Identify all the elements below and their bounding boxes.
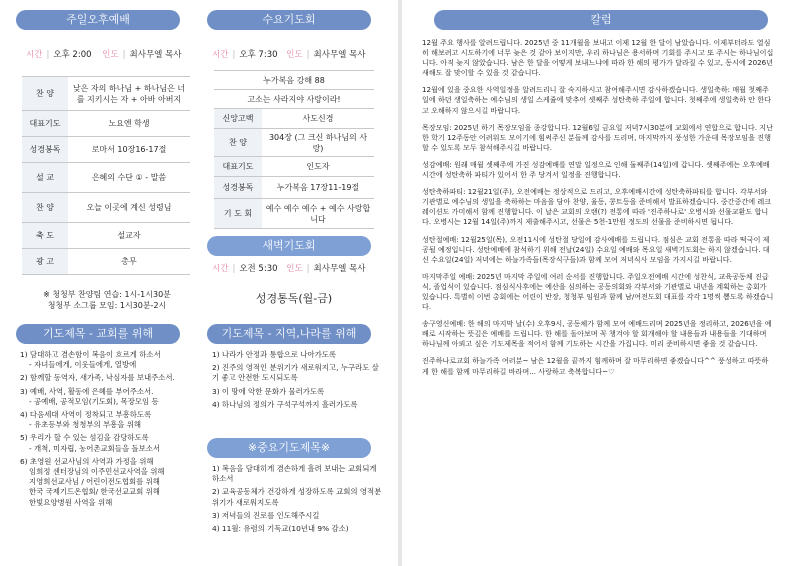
lead-label: 인도 xyxy=(286,50,303,60)
row-value: 로마서 10장16-17절 xyxy=(68,137,190,163)
list-item: 1) 복음을 담대히게 겸손하게 흘려 보내는 교회되게 하소서 xyxy=(212,464,377,484)
row-value: 총무 xyxy=(68,249,190,275)
row-label: 신앙고백 xyxy=(214,109,262,129)
column-paragraph: 성탄절예배: 12월25일(목), 오전11시에 성탄절 당일에 감사예배를 드립니다. 점심은 교회 전통을 따라 떡국이 제공될 예정입니다. 성탄예배에 참석하기 위해 전날(24일) 수요일 예배와 목요일 새벽기도회는 하지 않겠습니다. 대신 수요일(24일) 저녁에는 하늘가족들(목장식구들)과 함께 모여 저녁식사 모임을 가지시길 바랍니다. xyxy=(422,234,770,264)
item-sub: - 유초등부와 청청부의 부흥을 위해 xyxy=(29,420,142,430)
service-time: 오후 2:00 xyxy=(53,50,92,60)
list-item xyxy=(20,410,198,430)
list-item: 4) 하나님의 정의가 구석구석까지 흘러가도록 xyxy=(212,399,358,409)
item-sub: 지영희선교사님 / 어린이전도협회를 위해 xyxy=(29,477,160,487)
item-main: 2) 함께할 동역자, 새가족, 낙심자를 보내주소서. xyxy=(20,373,175,383)
row-label: 성경봉독 xyxy=(214,177,262,199)
dawn-time-bar: 시간 | 오전 5:30 인도 | 최사무엘 목사 xyxy=(212,264,366,274)
list-item: 4) 11월: 유렴의 기독교(10년내 9% 감소) xyxy=(212,524,349,534)
row-label: 축 도 xyxy=(22,223,68,249)
list-item: 3) 이 땅에 악한 문화가 물러가도록 xyxy=(212,386,325,396)
item-main: 3) 예배, 사역, 활동에 은혜를 부어주소서. xyxy=(20,386,154,396)
sunday-service-header: 주일오후예배 xyxy=(16,10,180,30)
service-time: 오후 7:30 xyxy=(239,50,278,60)
bulletin-left-page xyxy=(0,0,398,566)
row-label: 성경봉독 xyxy=(22,137,68,163)
item-main: 6) 초영원 선교사님의 사역과 가정을 위해 xyxy=(20,456,154,466)
row-label: 기 도 회 xyxy=(214,199,262,229)
row-value: 누가복음 17장11-19절 xyxy=(262,177,374,199)
time-label: 시간 xyxy=(212,50,229,60)
item-sub: 한빛요양병원 사역을 위해 xyxy=(29,497,113,507)
row-value: 예수 예수 예수 + 예수 사랑합니다 xyxy=(262,199,374,229)
lead-label: 인도 xyxy=(102,50,119,60)
sunday-notes xyxy=(22,289,192,311)
list-item xyxy=(20,457,198,508)
column-header: 칼럼 xyxy=(434,10,768,30)
wednesday-order-table xyxy=(214,70,374,229)
sunday-time-bar: 시간 | 오후 2:00 인도 | 최사무엘 목사 xyxy=(26,50,182,60)
column-paragraph: 12월에 있을 중요한 사역일정을 알려드리니 잘 숙지하시고 참여해주시면 감사하겠습니다. 생일축하: 매월 첫째주일에 하던 생일축하는 예수님의 생일 스케쥴에 맞추어 셋째주 성탄축하 주일에 합니다. 첫째주에 생일축하 안 한다고 오해하지 않으시길 바랍니다. xyxy=(422,85,772,115)
row-label: 대표기도 xyxy=(214,157,262,177)
wednesday-time-bar: 시간 | 오후 7:30 인도 | 최사무엘 목사 xyxy=(212,50,366,60)
list-item: 3) 저녁들의 진로를 인도해주시길 xyxy=(212,510,320,520)
row-label: 찬 양 xyxy=(214,129,262,157)
prayer-nation-header: 기도제목 - 지역,나라를 위해 xyxy=(207,324,371,344)
wednesday-service-header: 수요기도회 xyxy=(207,10,371,30)
row-label: 대표기도 xyxy=(22,111,68,137)
sunday-order-table xyxy=(22,76,190,275)
sermon-title: 고소는 사라지야 사랑이라! xyxy=(214,90,374,109)
column-paragraph: 마지막주일 예배: 2025년 마지막 주일에 여러 순서를 진행합니다. 주일오전예배 시간에 성찬식, 교육공동체 진급식, 졸업식이 있습니다. 점심식사후에는 예산을 심의하는 공동의회와 각부서와 기관별로 내년을 계획하는 총회가 있습니다. 특별히 이번 총회에는 어린이 반장, 청청부 임원과 함께 남/여전도회 대표를 각각 1명씩 뽑도록 하겠습니다. xyxy=(422,271,774,312)
time-label: 시간 xyxy=(26,50,43,60)
column-paragraph: 성감예배: 원래 매월 셋째주에 가진 성감예배를 연말 일정으로 인해 둘째주(14일)에 갑니다. 셋째주에는 오후예배시간에 성탄축하 파티가 있어서 한 주 당겨서 일정을 진행합니다. xyxy=(422,159,770,180)
column-paragraph: 진주하나로교회 하늘가족 여러분~ 남은 12월을 끝까지 힘께하며 잘 마무리하면 좋겠습니다^^ 풍성하고 따뜻하게 한 해를 함께 마무리하길 바라며... 사랑하고 축복합니다~♡ xyxy=(422,356,769,376)
list-item: 1) 나라가 안정과 통합으로 나아가도록 xyxy=(212,350,337,359)
prayer-nation-list xyxy=(212,350,382,413)
column-paragraph: 목장모임: 2025년 하기 목장모임을 종강합니다. 12월6일 금요일 저녁7시30분에 교회에서 연합으로 합니다. 지난 한 학기 12주동안 어려워도 모이기에 힘써주신 분들께 감사를 드리며, 마지막까지 풍성한 가운데 목장모임을 진행할 수 있도록 모두 참석해주시길 바랍니다. xyxy=(422,122,773,152)
row-value: 304장 (그 크신 하나님의 사랑) xyxy=(262,129,374,157)
row-label: 찬 양 xyxy=(22,77,68,111)
list-item xyxy=(20,350,198,370)
item-sub: - 개척, 미자립, 농어촌교회들을 돌보소서 xyxy=(29,443,160,453)
note-line: ※ 청청부 찬양팀 연습: 1시-1시30분 xyxy=(43,290,171,299)
item-sub: 한국 국제기드온협회/ 한국선교교회 위해 xyxy=(29,487,160,497)
service-leader: 최사무엘 목사 xyxy=(313,264,366,274)
list-item xyxy=(20,387,198,407)
service-leader: 최사무엘 목사 xyxy=(129,50,182,60)
service-time: 오전 5:30 xyxy=(239,264,278,274)
row-label: 찬 양 xyxy=(22,193,68,223)
row-label: 광 고 xyxy=(22,249,68,275)
time-label: 시간 xyxy=(212,264,229,274)
item-main: 5) 우리가 할 수 있는 섬김을 감당하도록 xyxy=(20,433,149,443)
note-line: 청청부 소그룹 모임: 1시30분-2시 xyxy=(47,301,167,310)
column-paragraph: 송구영신예배: 한 해의 마지막 날(수) 오후9시, 공동체가 함께 모여 예배드리며 2025년을 정리하고, 2026년을 예배로 시작하는 뜻깊은 예배를 드립니다. 한 해를 돌아보며 꼭 챙겨야 할 회개해야 할 내용들과 내용들을 기대하며 하나님께 아뢰고 싶은 기도제목을 적어서 함께 기도하는 시간을 가집니다. 미리 준비하시면 좋을 것 같습니다. xyxy=(422,319,772,349)
prayer-important-header: ※중요기도제목※ xyxy=(207,438,371,458)
sermon-series: 누가복음 강해 88 xyxy=(214,71,374,90)
list-item xyxy=(20,433,198,453)
column-body xyxy=(422,38,774,384)
item-sub: 임희정 센터장님의 이주민선교사역을 위해 xyxy=(29,467,165,477)
list-item xyxy=(20,373,198,383)
item-sub: - 공예배, 공적모임(기도회), 목장모임 등 xyxy=(29,396,159,406)
row-value: 은혜의 수단 ① - 말씀 xyxy=(68,163,190,193)
prayer-church-header: 기도제목 - 교회를 위해 xyxy=(16,324,180,344)
column-paragraph: 성탄축하파티: 12월21일(주), 오전예배는 정상적으로 드리고, 오후예배시간에 성탄축하파티를 합니다. 각부서와 기관별로 예수님의 생일을 축하하는 마음을 담아 찬양, 율동, 콩트등을 준비해서 발표하겠습니다. 중간중간에 레크레이션도 가미해서 함께 진행합니다. 이 날은 교회의 오랜(?) 전통에 따라 '진주하나로' 오병시와 선물교환도 합니다. 오병시는 12월 14일(주)까지 제출해주시고, 선물은 5천-1만원 정도의 선물을 준비하시면 됩니다. xyxy=(422,187,772,227)
row-value: 설교자 xyxy=(68,223,190,249)
list-item: 2) 교육공동체가 건강하게 성장하도록 교회의 영적분위기가 새로워지도록 xyxy=(212,487,382,507)
item-main: 1) 담대하고 겸손함이 복음이 흐르게 하소서 xyxy=(20,350,161,359)
prayer-important-list xyxy=(212,464,382,537)
item-sub: - 자녀들에게, 이웃들에게, 열방에 xyxy=(29,360,137,370)
dawn-prayer-header: 새벽기도회 xyxy=(207,236,371,256)
lead-label: 인도 xyxy=(286,264,303,274)
row-label: 설 교 xyxy=(22,163,68,193)
prayer-church-list xyxy=(20,350,198,511)
row-value: 인도자 xyxy=(262,157,374,177)
service-leader: 최사무엘 목사 xyxy=(313,50,366,60)
row-value: 노요엔 학생 xyxy=(68,111,190,137)
item-main: 4) 다음세대 사역이 정착되고 부흥하도록 xyxy=(20,410,152,420)
column-paragraph: 12월 주요 행사를 알려드립니다. 2025년 중 11개월을 보내고 이제 12월 한 달이 남았습니다. 이제부터라도 열심히 해보려고 시도하기에 너무 늦은 것 같아 보이지만, 우리 하나님은 용서하며 기회를 주시고 또 주시는 하나님이십니다. 아직 늦지 않았습니다. 남은 한 달을 어떻게 보내느냐에 따라 한 해의 평가가 달라질 수 있고, 동시에 2026년 새해도 잘 맞이할 수 있을 것 같습니다. xyxy=(422,38,774,78)
row-value: 낮은 자의 하나님 + 하나님은 너를 지키시는 자 + 아바 아버지 xyxy=(68,77,190,111)
row-value: 오늘 이곳에 계신 성령님 xyxy=(68,193,190,223)
row-value: 사도신경 xyxy=(262,109,374,129)
list-item: 2) 진주의 영적인 분위기가 새로워지고, 누구라도 살기 좋고 안전한 도시되도록 xyxy=(212,363,379,383)
dawn-subject: 성경통독(월-금) xyxy=(255,292,333,305)
